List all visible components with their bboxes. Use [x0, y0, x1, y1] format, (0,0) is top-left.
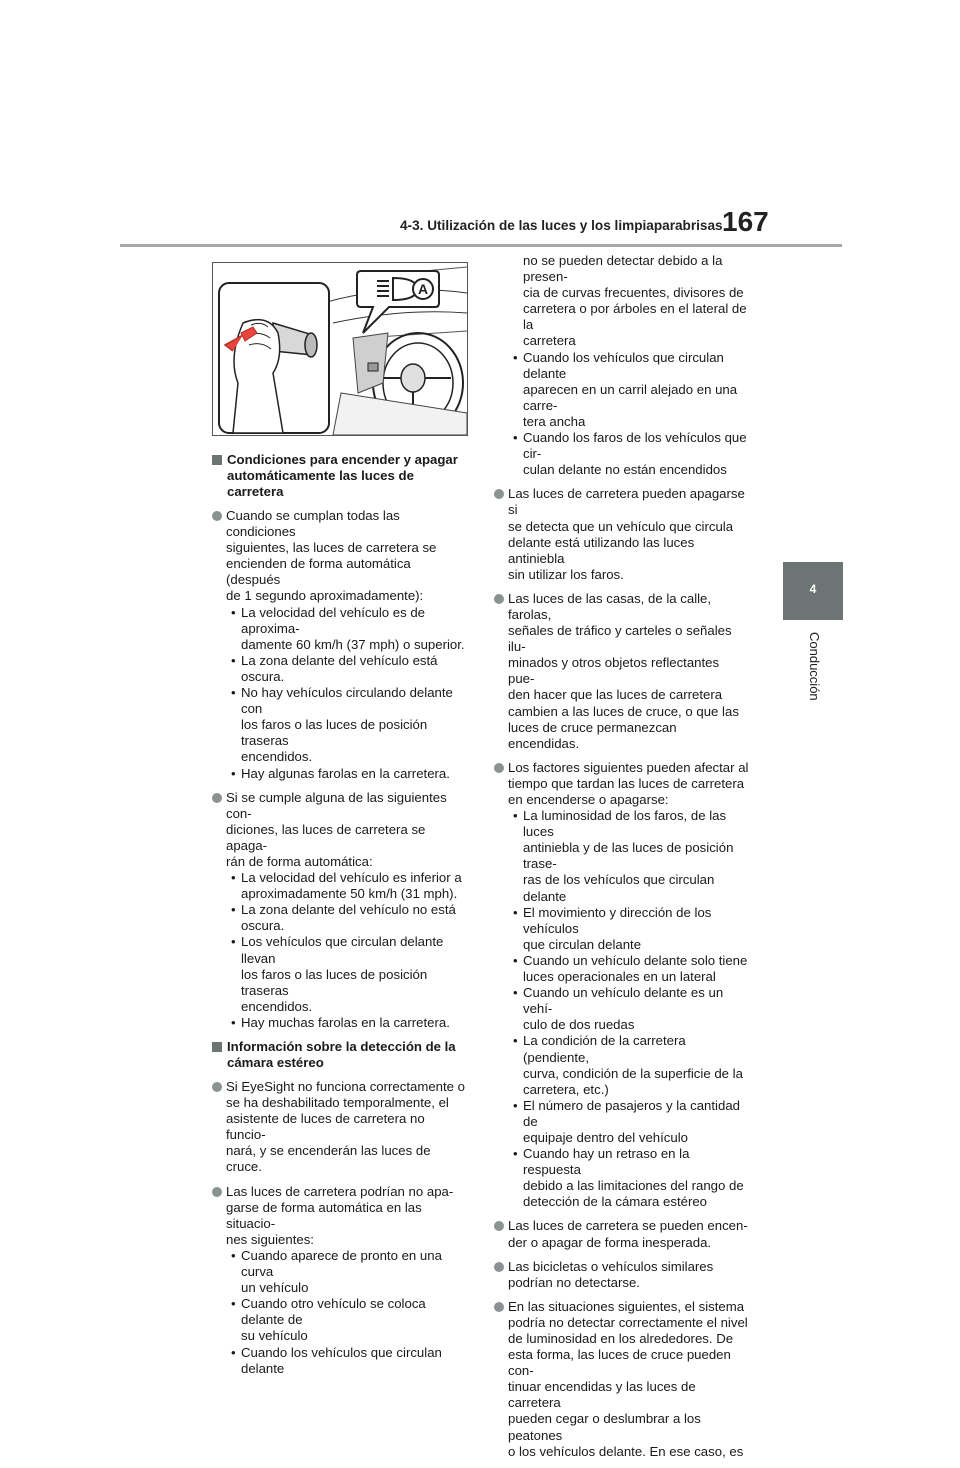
bullet-line: rán de forma automática:	[226, 853, 373, 869]
bullet-line: delante está utilizando las luces antiniebla	[508, 534, 695, 566]
bullet-line: Las luces de carretera podrían no apa-	[212, 1184, 467, 1200]
continued-paragraph	[494, 253, 749, 478]
sub-item: • El movimiento y dirección de los vehículos	[513, 904, 712, 936]
bullet-line: der o apagar de forma inesperada.	[508, 1234, 712, 1250]
circle-bullet-icon	[212, 1187, 222, 1197]
bullet-paragraph	[494, 1218, 749, 1250]
bullet-line: Las bicicletas o vehículos similares	[494, 1259, 749, 1275]
sub-item-line: su vehículo	[241, 1328, 308, 1344]
bullet-line: de 1 segundo aproximadamente):	[226, 588, 424, 604]
sub-item-line: carretera o por árboles en el lateral de la	[523, 301, 747, 333]
sub-item: • Cuando otro vehículo se coloca delante de	[231, 1296, 426, 1328]
bullet-paragraph	[212, 1079, 467, 1176]
sub-item-line: culo de dos ruedas	[523, 1017, 635, 1033]
sub-item-line: debido a las limitaciones del rango de	[523, 1178, 744, 1194]
heading-line: automáticamente las luces de carretera	[227, 468, 414, 499]
chapter-number: 4	[809, 582, 817, 596]
header-rule	[120, 244, 842, 247]
sub-item-line: luces operacionales en un lateral	[523, 969, 716, 985]
sub-item: • Hay algunas farolas en la carretera.	[231, 765, 450, 781]
circle-bullet-icon	[212, 1082, 222, 1092]
sub-item: • Cuando un vehículo delante es un vehí-	[513, 985, 724, 1017]
circle-bullet-icon	[212, 511, 222, 521]
bullet-paragraph	[494, 760, 749, 1211]
illustration-drawing	[213, 263, 467, 435]
chapter-tab	[783, 562, 843, 620]
sub-item-line: aproximadamente 50 km/h (31 mph).	[241, 886, 458, 902]
chapter-label: Conducción	[807, 632, 822, 701]
bullet-line: señales de tráfico y carteles o señales ilu-	[508, 623, 732, 655]
heading-line: Condiciones para encender y apagar	[227, 452, 458, 467]
bullet-line: Las luces de las casas, de la calle, farolas,	[494, 591, 749, 623]
sub-item-line: aparecen en un carril alejado en una carre-	[523, 381, 738, 413]
sub-item-line: encendidos.	[241, 998, 313, 1014]
bullet-line: podría no detectar correctamente el nivel	[508, 1314, 748, 1330]
sub-item-line: carretera, etc.)	[523, 1081, 609, 1097]
sub-item: • Cuando los faros de los vehículos que cir-	[513, 430, 747, 462]
sub-item: • La velocidad del vehículo es inferior a	[231, 870, 462, 886]
bullet-paragraph	[494, 486, 749, 583]
sub-item-line: curva, condición de la superficie de la	[523, 1065, 743, 1081]
sub-item: • La luminosidad de los faros, de las luces	[513, 808, 727, 840]
sub-item-line: un vehículo	[241, 1280, 309, 1296]
bullet-line: sin utilizar los faros.	[508, 566, 624, 582]
sub-item: • La condición de la carretera (pendiente,	[513, 1033, 686, 1065]
headlight-switch-illustration	[212, 262, 468, 436]
bullet-line: pueden cegar o deslumbrar a los peatones	[508, 1411, 701, 1443]
sub-item-line: carretera	[523, 333, 576, 349]
bullet-line: En las situaciones siguientes, el sistema	[494, 1299, 749, 1315]
sub-item-line: oscura.	[241, 918, 285, 934]
bullet-paragraph	[212, 790, 467, 1031]
sub-item: • Cuando los vehículos que circulan delante	[513, 349, 724, 381]
circle-bullet-icon	[494, 594, 504, 604]
sub-item-line: que circulan delante	[523, 936, 642, 952]
left-column	[212, 450, 467, 1385]
bullet-line: tinuar encendidas y las luces de carretera	[508, 1379, 696, 1411]
bullet-line: se detecta que un vehículo que circula	[508, 518, 734, 534]
indicator-letter: A	[417, 281, 429, 297]
sub-item-line: cia de curvas frecuentes, divisores de	[523, 285, 744, 301]
sub-item: • Cuando un vehículo delante solo tiene	[513, 952, 748, 968]
sub-item-line: equipaje dentro del vehículo	[523, 1129, 688, 1145]
sub-item: • Hay muchas farolas en la carretera.	[231, 1014, 450, 1030]
bullet-line: minados y otros objetos reflectantes pue-	[508, 655, 720, 687]
bullet-paragraph	[494, 1299, 749, 1460]
sub-item-line: damente 60 km/h (37 mph) o superior.	[241, 636, 465, 652]
bullet-line: encienden de forma automática (después	[226, 556, 411, 588]
sub-item: • Los vehículos que circulan delante llevan	[231, 934, 444, 966]
circle-bullet-icon	[494, 1302, 504, 1312]
heading-line: Información sobre la detección de la	[227, 1039, 456, 1054]
page-number: 167	[722, 206, 769, 237]
bullet-line: Los factores siguientes pueden afectar al	[494, 760, 749, 776]
bullet-line: podrían no detectarse.	[508, 1274, 640, 1290]
sub-item: • No hay vehículos circulando delante con	[231, 685, 453, 717]
bullet-line: o los vehículos delante. En ese caso, es	[508, 1443, 744, 1459]
bullet-paragraph	[212, 1184, 467, 1377]
sub-item: • El número de pasajeros y la cantidad de	[513, 1097, 740, 1129]
bullet-line: se ha deshabilitado temporalmente, el	[226, 1095, 449, 1111]
square-bullet-icon	[212, 1042, 222, 1052]
sub-item-line: ras de los vehículos que circulan delante	[523, 872, 715, 904]
sub-item: • Cuando hay un retraso en la respuesta	[513, 1146, 690, 1178]
heading-line: cámara estéreo	[227, 1055, 324, 1070]
sub-item: • La velocidad del vehículo es de aproxima-	[231, 604, 426, 636]
bullet-line: den hacer que las luces de carretera	[508, 687, 723, 703]
bullet-line: tiempo que tardan las luces de carretera	[508, 775, 745, 791]
sub-item-line: los faros o las luces de posición traseras	[241, 966, 428, 998]
sub-item-line: los faros o las luces de posición traseras	[241, 717, 428, 749]
bullet-line: asistente de luces de carretera no funcio-	[226, 1111, 425, 1143]
bullet-line: nes siguientes:	[226, 1231, 314, 1247]
bullet-paragraph	[494, 591, 749, 752]
bullet-line: Si EyeSight no funciona correctamente o	[212, 1079, 467, 1095]
sub-item-line: tera ancha	[523, 413, 586, 429]
bullet-paragraph	[494, 1259, 749, 1291]
bullet-line: siguientes, las luces de carretera se	[226, 540, 437, 556]
circle-bullet-icon	[494, 1221, 504, 1231]
circle-bullet-icon	[212, 793, 222, 803]
section-heading	[212, 1039, 467, 1071]
right-column	[494, 253, 749, 1468]
bullet-line: nará, y se encenderán las luces de cruce.	[226, 1143, 431, 1175]
circle-bullet-icon	[494, 763, 504, 773]
sub-item-line: encendidos.	[241, 749, 313, 765]
sub-item: • Cuando los vehículos que circulan delante	[231, 1344, 442, 1376]
bullet-line: Las luces de carretera se pueden encen-	[494, 1218, 749, 1234]
bullet-line: luces de cruce permanezcan encendidas.	[508, 719, 677, 751]
bullet-line: diciones, las luces de carretera se apaga-	[226, 821, 426, 853]
bullet-line: Si se cumple alguna de las siguientes con-	[212, 790, 467, 822]
section-title: 4-3. Utilización de las luces y los limpiaparabrisas	[400, 218, 723, 233]
bullet-line: esta forma, las luces de cruce pueden con-	[508, 1347, 731, 1379]
sub-item: • La zona delante del vehículo no está	[231, 902, 456, 918]
bullet-paragraph	[212, 508, 467, 782]
bullet-line: cambien a las luces de cruce, o que las	[508, 703, 739, 719]
circle-bullet-icon	[494, 1262, 504, 1272]
sub-item-line: culan delante no están encendidos	[523, 462, 727, 478]
bullet-line: garse de forma automática en las situacio-	[226, 1199, 422, 1231]
bullet-line: de luminosidad en los alrededores. De	[508, 1331, 734, 1346]
sub-item-line: antiniebla y de las luces de posición trase-	[523, 840, 734, 872]
circle-bullet-icon	[494, 489, 504, 499]
bullet-line: en encenderse o apagarse:	[508, 792, 669, 807]
square-bullet-icon	[212, 455, 222, 465]
sub-item: • Cuando aparece de pronto en una curva	[231, 1247, 442, 1280]
section-heading	[212, 452, 467, 500]
bullet-line: Cuando se cumplan todas las condiciones	[212, 508, 467, 540]
sub-item: • La zona delante del vehículo está oscura.	[231, 652, 438, 684]
bullet-line: Las luces de carretera pueden apagarse si	[494, 486, 749, 518]
sub-item-line: detección de la cámara estéreo	[523, 1194, 708, 1210]
sub-item-line: no se pueden detectar debido a la presen-	[523, 253, 723, 285]
